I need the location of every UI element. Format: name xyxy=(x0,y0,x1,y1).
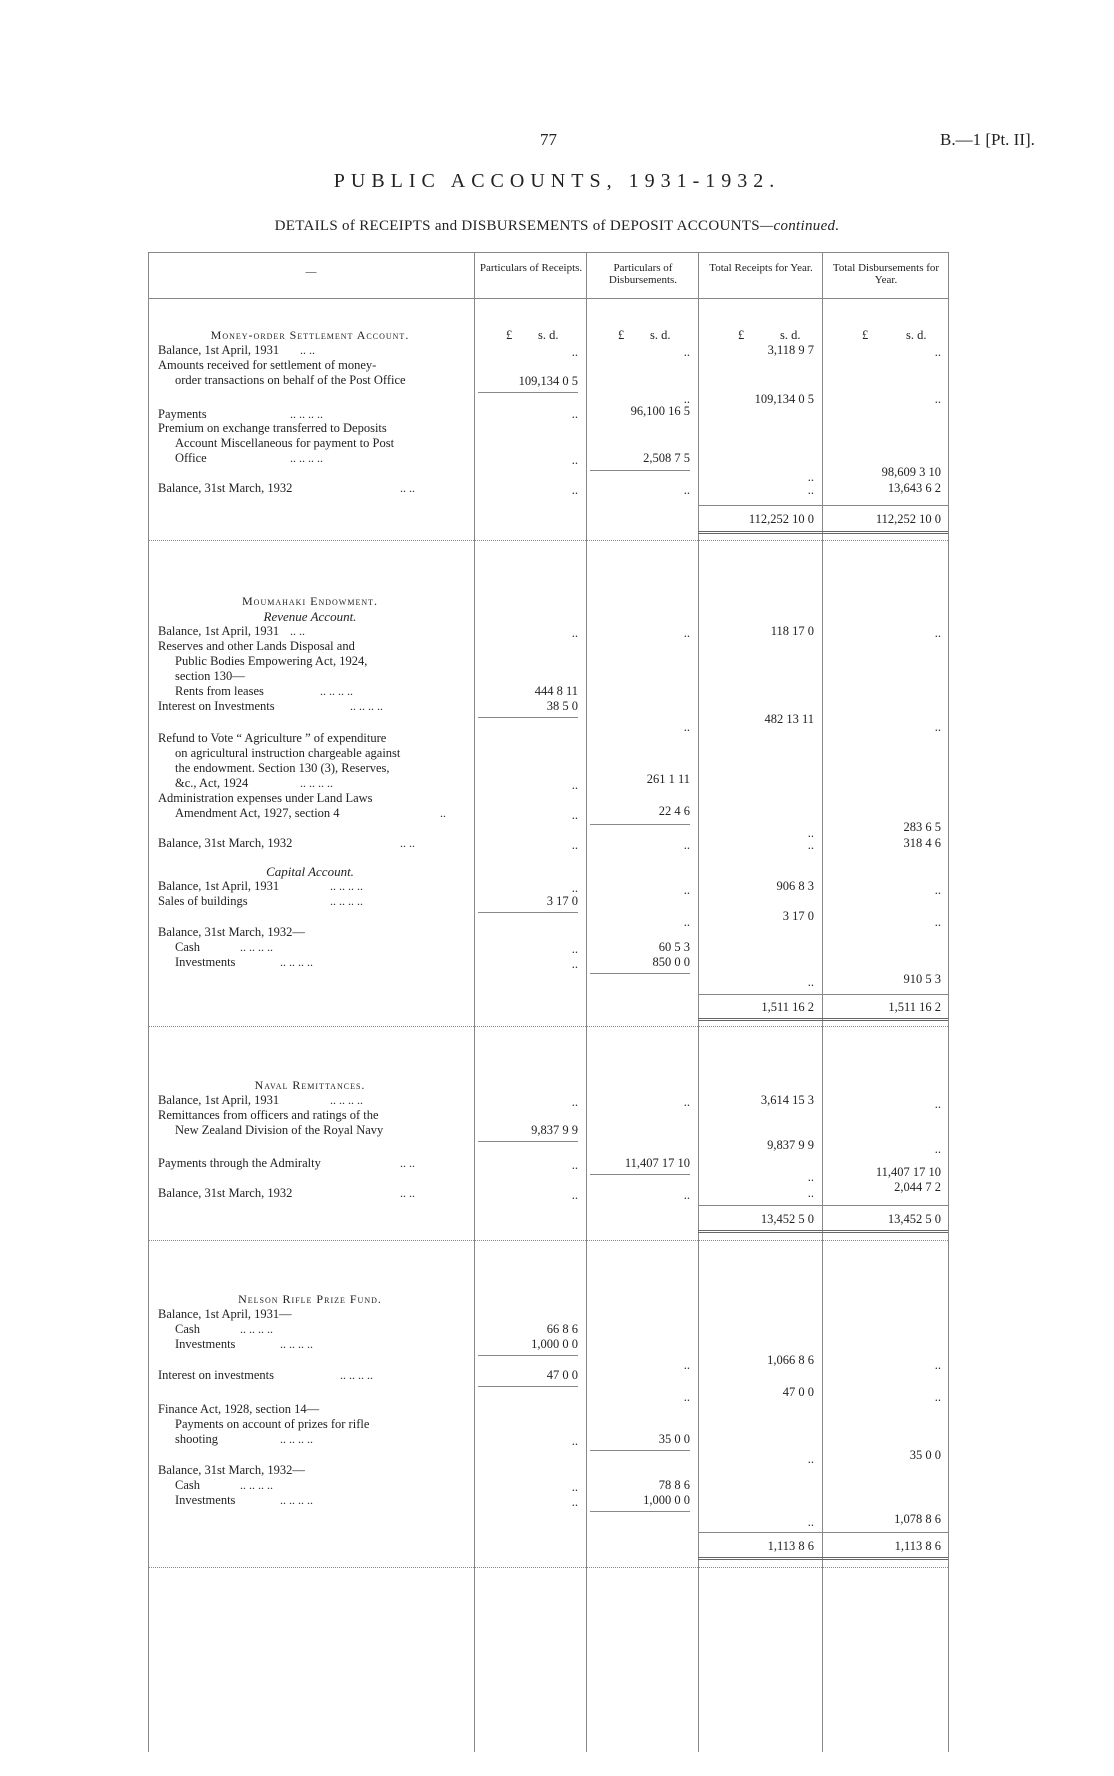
total-double-rule xyxy=(698,1018,948,1021)
nil-marker: .. xyxy=(683,1095,690,1109)
receipt-value: 109,134 0 5 xyxy=(518,374,578,388)
leader-dots: .. .. .. .. xyxy=(330,894,363,908)
header-total-disbursements: Total Disbursements for Year. xyxy=(832,262,940,286)
header-col0: — xyxy=(305,266,317,278)
subtotal-rule xyxy=(590,470,690,471)
page-subtitle xyxy=(0,218,1114,235)
section-title-moumahaki: Moumahaki Endowment. xyxy=(242,594,378,608)
total-disbursements-value: 11,407 17 10 xyxy=(875,1165,941,1179)
receipt-value: 444 8 11 xyxy=(534,684,578,698)
nil-marker: .. xyxy=(683,483,690,497)
grand-total-disbursements: 112,252 10 0 xyxy=(875,512,941,526)
nil-marker: .. xyxy=(683,345,690,359)
row-label: order transactions on behalf of the Post Office xyxy=(175,373,406,387)
disbursement-value: 96,100 16 5 xyxy=(630,404,690,418)
total-double-rule xyxy=(698,531,948,534)
section-separator xyxy=(148,1240,948,1241)
total-receipts-value: 482 13 11 xyxy=(764,712,814,726)
leader-dots: .. .. .. .. xyxy=(330,1093,363,1107)
leader-dots: .. .. xyxy=(300,343,315,357)
row-label: Payments on account of prizes for rifle xyxy=(175,1417,370,1431)
table-bottom-rule xyxy=(148,1567,948,1568)
grand-total-receipts: 1,511 16 2 xyxy=(761,1000,814,1014)
disbursement-value: 60 5 3 xyxy=(658,940,690,954)
leader-dots: .. .. .. .. xyxy=(240,1322,273,1336)
disbursement-value: 2,508 7 5 xyxy=(643,451,690,465)
disbursement-value: 11,407 17 10 xyxy=(624,1156,690,1170)
row-label: section 130— xyxy=(175,669,245,683)
nil-marker: .. xyxy=(807,483,814,497)
row-label: Balance, 31st March, 1932— xyxy=(158,1463,305,1477)
leader-dots: .. xyxy=(440,806,446,820)
subheading-capital-account: Capital Account. xyxy=(266,864,354,879)
row-label: Interest on investments xyxy=(158,1368,274,1382)
subheading-revenue-account: Revenue Account. xyxy=(263,609,357,624)
row-label: Balance, 31st March, 1932 xyxy=(158,836,293,850)
column-divider-5 xyxy=(948,252,949,1752)
row-label: Refund to Vote “ Agriculture ” of expenditure xyxy=(158,731,387,745)
currency-sd: s. d. xyxy=(906,328,927,342)
leader-dots: .. .. .. .. xyxy=(350,699,383,713)
row-label: shooting xyxy=(175,1432,219,1446)
column-divider-1 xyxy=(474,252,475,1752)
nil-marker: .. xyxy=(683,1390,690,1404)
total-disbursements-value: 35 0 0 xyxy=(909,1448,941,1462)
total-disbursements-value: 98,609 3 10 xyxy=(881,465,941,479)
disbursement-value: 78 8 6 xyxy=(658,1478,690,1492)
section-title-naval: Naval Remittances. xyxy=(254,1078,366,1092)
section-separator xyxy=(148,540,948,541)
total-receipts-value: 3,614 15 3 xyxy=(760,1093,814,1107)
leader-dots: .. .. .. .. xyxy=(280,1432,313,1446)
total-rule xyxy=(698,1532,948,1533)
row-label: Balance, 31st March, 1932 xyxy=(158,481,293,495)
nil-marker: .. xyxy=(683,626,690,640)
subtotal-rule xyxy=(478,392,578,393)
leader-dots: .. .. .. .. xyxy=(240,940,273,954)
nil-marker: .. xyxy=(807,470,814,484)
row-label: Rents from leases xyxy=(175,684,264,698)
nil-marker: .. xyxy=(571,407,578,421)
grand-total-receipts: 112,252 10 0 xyxy=(748,512,814,526)
disbursement-value: 261 1 11 xyxy=(646,772,690,786)
row-label: Payments through the Admiralty xyxy=(158,1156,321,1170)
grand-total-receipts: 13,452 5 0 xyxy=(760,1212,814,1226)
total-disbursements-value: 2,044 7 2 xyxy=(894,1180,941,1194)
nil-marker: .. xyxy=(683,1188,690,1202)
row-label: on agricultural instruction chargeable against xyxy=(175,746,401,760)
leader-dots: .. .. .. .. xyxy=(340,1368,373,1382)
subtotal-rule xyxy=(590,1450,690,1451)
row-label: Investments xyxy=(175,1337,236,1351)
row-label: Cash xyxy=(175,1322,200,1336)
section-separator xyxy=(148,1026,948,1027)
row-label: Payments xyxy=(158,407,207,421)
row-label: Investments xyxy=(175,955,236,969)
leader-dots: .. .. .. .. xyxy=(240,1478,273,1492)
total-receipts-value: 118 17 0 xyxy=(770,624,814,638)
nil-marker: .. xyxy=(683,1358,690,1372)
leader-dots: .. .. .. .. xyxy=(280,1493,313,1507)
receipt-value: 66 8 6 xyxy=(546,1322,578,1336)
nil-marker: .. xyxy=(571,957,578,971)
total-double-rule xyxy=(698,1557,948,1560)
row-label: Remittances from officers and ratings of the xyxy=(158,1108,379,1122)
column-divider-3 xyxy=(698,252,699,1752)
document-reference: B.—1 [Pt. II]. xyxy=(940,130,1035,149)
nil-marker: .. xyxy=(683,915,690,929)
row-label: Balance, 31st March, 1932— xyxy=(158,925,305,939)
nil-marker: .. xyxy=(934,1358,941,1372)
leader-dots: .. .. .. .. xyxy=(280,955,313,969)
grand-total-receipts: 1,113 8 6 xyxy=(767,1539,814,1553)
nil-marker: .. xyxy=(934,626,941,640)
column-divider-4 xyxy=(822,252,823,1752)
nil-marker: .. xyxy=(934,1097,941,1111)
header-total-receipts: Total Receipts for Year. xyxy=(709,262,813,274)
row-label: Administration expenses under Land Laws xyxy=(158,791,373,805)
nil-marker: .. xyxy=(683,838,690,852)
total-disbursements-value: 283 6 5 xyxy=(903,820,941,834)
nil-marker: .. xyxy=(807,1515,814,1529)
row-label: Account Miscellaneous for payment to Post xyxy=(175,436,395,450)
row-label: Balance, 1st April, 1931 xyxy=(158,624,280,638)
nil-marker: .. xyxy=(571,626,578,640)
row-label: Finance Act, 1928, section 14— xyxy=(158,1402,320,1416)
total-disbursements-value: 910 5 3 xyxy=(903,972,941,986)
grand-total-disbursements: 13,452 5 0 xyxy=(887,1212,941,1226)
nil-marker: .. xyxy=(571,1158,578,1172)
nil-marker: .. xyxy=(807,975,814,989)
disbursement-value: 22 4 6 xyxy=(658,804,690,818)
total-rule xyxy=(698,505,948,506)
row-label: Interest on Investments xyxy=(158,699,275,713)
row-label: the endowment. Section 130 (3), Reserves, xyxy=(175,761,390,775)
grand-total-disbursements: 1,511 16 2 xyxy=(888,1000,941,1014)
subtotal-rule xyxy=(590,1174,690,1175)
nil-marker: .. xyxy=(571,345,578,359)
receipt-value: 3 17 0 xyxy=(546,894,578,908)
leader-dots: .. .. xyxy=(400,1186,415,1200)
row-label: New Zealand Division of the Royal Navy xyxy=(175,1123,384,1137)
row-label: Balance, 1st April, 1931 xyxy=(158,1093,280,1107)
row-label: Reserves and other Lands Disposal and xyxy=(158,639,355,653)
subtotal-rule xyxy=(478,1141,578,1142)
nil-marker: .. xyxy=(934,915,941,929)
total-disbursements-value: 318 4 6 xyxy=(903,836,941,850)
table-top-rule xyxy=(148,252,948,253)
total-rule xyxy=(698,1205,948,1206)
leader-dots: .. .. .. .. xyxy=(290,407,323,421)
grand-total-disbursements: 1,113 8 6 xyxy=(894,1539,941,1553)
total-disbursements-value: 1,078 8 6 xyxy=(894,1512,941,1526)
subtotal-rule xyxy=(590,1511,690,1512)
nil-marker: .. xyxy=(934,1390,941,1404)
header-disbursements: Particulars of Disbursements. xyxy=(608,262,678,286)
total-disbursements-value: 13,643 6 2 xyxy=(887,481,941,495)
nil-marker: .. xyxy=(571,1095,578,1109)
section-title-nelson: Nelson Rifle Prize Fund. xyxy=(238,1292,382,1306)
subtitle-continued: —continued. xyxy=(759,218,840,234)
nil-marker: .. xyxy=(683,392,690,406)
nil-marker: .. xyxy=(571,453,578,467)
nil-marker: .. xyxy=(934,1142,941,1156)
nil-marker: .. xyxy=(807,1186,814,1200)
subtotal-rule xyxy=(478,1386,578,1387)
nil-marker: .. xyxy=(571,483,578,497)
receipt-value: 47 0 0 xyxy=(546,1368,578,1382)
row-label: Office xyxy=(175,451,207,465)
total-receipts-value: 9,837 9 9 xyxy=(767,1138,814,1152)
nil-marker: .. xyxy=(807,1452,814,1466)
row-label: Investments xyxy=(175,1493,236,1507)
total-receipts-value: 1,066 8 6 xyxy=(767,1353,814,1367)
row-label: Public Bodies Empowering Act, 1924, xyxy=(175,654,368,668)
nil-marker: .. xyxy=(571,808,578,822)
receipt-value: 9,837 9 9 xyxy=(531,1123,578,1137)
leader-dots: .. .. .. .. xyxy=(290,451,323,465)
currency-pound: £ xyxy=(738,328,745,342)
row-label: Amendment Act, 1927, section 4 xyxy=(175,806,340,820)
total-receipts-value: 109,134 0 5 xyxy=(754,392,814,406)
leader-dots: .. .. .. .. xyxy=(300,776,333,790)
row-label: Balance, 1st April, 1931 xyxy=(158,879,280,893)
leader-dots: .. .. xyxy=(290,624,305,638)
currency-sd: s. d. xyxy=(538,328,559,342)
nil-marker: .. xyxy=(683,883,690,897)
nil-marker: .. xyxy=(934,392,941,406)
subtotal-rule xyxy=(590,973,690,974)
subtotal-rule xyxy=(478,912,578,913)
row-label: Balance, 1st April, 1931 xyxy=(158,343,280,357)
disbursement-value: 850 0 0 xyxy=(652,955,690,969)
subtotal-rule xyxy=(590,824,690,825)
subtotal-rule xyxy=(478,1355,578,1356)
nil-marker: .. xyxy=(571,942,578,956)
nil-marker: .. xyxy=(571,778,578,792)
leader-dots: .. .. .. .. xyxy=(280,1337,313,1351)
nil-marker: .. xyxy=(571,1480,578,1494)
row-label: Premium on exchange transferred to Deposits xyxy=(158,421,387,435)
leader-dots: .. .. xyxy=(400,481,415,495)
column-divider-2 xyxy=(586,252,587,1752)
receipt-value: 38 5 0 xyxy=(546,699,578,713)
nil-marker: .. xyxy=(807,1170,814,1184)
nil-marker: .. xyxy=(571,1434,578,1448)
row-label: Cash xyxy=(175,940,200,954)
disbursement-value: 35 0 0 xyxy=(658,1432,690,1446)
leader-dots: .. .. xyxy=(400,1156,415,1170)
nil-marker: .. xyxy=(934,345,941,359)
total-double-rule xyxy=(698,1230,948,1233)
currency-sd: s. d. xyxy=(780,328,801,342)
nil-marker: .. xyxy=(571,1495,578,1509)
nil-marker: .. xyxy=(683,720,690,734)
row-label: Balance, 1st April, 1931— xyxy=(158,1307,292,1321)
leader-dots: .. .. xyxy=(400,836,415,850)
receipt-value: 1,000 0 0 xyxy=(531,1337,578,1351)
row-label: Balance, 31st March, 1932 xyxy=(158,1186,293,1200)
total-receipts-value: 3 17 0 xyxy=(782,909,814,923)
nil-marker: .. xyxy=(934,883,941,897)
leader-dots: .. .. .. .. xyxy=(330,879,363,893)
total-receipts-value: 3,118 9 7 xyxy=(767,343,814,357)
currency-sd: s. d. xyxy=(650,328,671,342)
page-number: 77 xyxy=(540,130,557,149)
page-title: PUBLIC ACCOUNTS, 1931-1932. xyxy=(333,170,781,192)
header-rule xyxy=(148,298,948,299)
currency-pound: £ xyxy=(506,328,513,342)
row-label: Cash xyxy=(175,1478,200,1492)
nil-marker: .. xyxy=(571,881,578,895)
nil-marker: .. xyxy=(807,826,814,840)
disbursement-value: 1,000 0 0 xyxy=(643,1493,690,1507)
column-divider-0 xyxy=(148,252,149,1752)
total-receipts-value: 906 8 3 xyxy=(776,879,814,893)
subtitle-main: DETAILS of RECEIPTS and DISBURSEMENTS of DEPOSIT ACCOUNTS xyxy=(274,218,760,234)
total-rule xyxy=(698,994,948,995)
row-label: Amounts received for settlement of money- xyxy=(158,358,377,372)
total-receipts-value: 47 0 0 xyxy=(782,1385,814,1399)
currency-pound: £ xyxy=(862,328,869,342)
currency-pound: £ xyxy=(618,328,625,342)
row-label: &c., Act, 1924 xyxy=(175,776,249,790)
subtotal-rule xyxy=(478,717,578,718)
nil-marker: .. xyxy=(934,720,941,734)
row-label: Sales of buildings xyxy=(158,894,248,908)
header-receipts: Particulars of Receipts. xyxy=(479,262,583,274)
nil-marker: .. xyxy=(571,1188,578,1202)
nil-marker: .. xyxy=(807,838,814,852)
section-title-money-order: Money-order Settlement Account. xyxy=(210,328,410,342)
leader-dots: .. .. .. .. xyxy=(320,684,353,698)
nil-marker: .. xyxy=(571,838,578,852)
